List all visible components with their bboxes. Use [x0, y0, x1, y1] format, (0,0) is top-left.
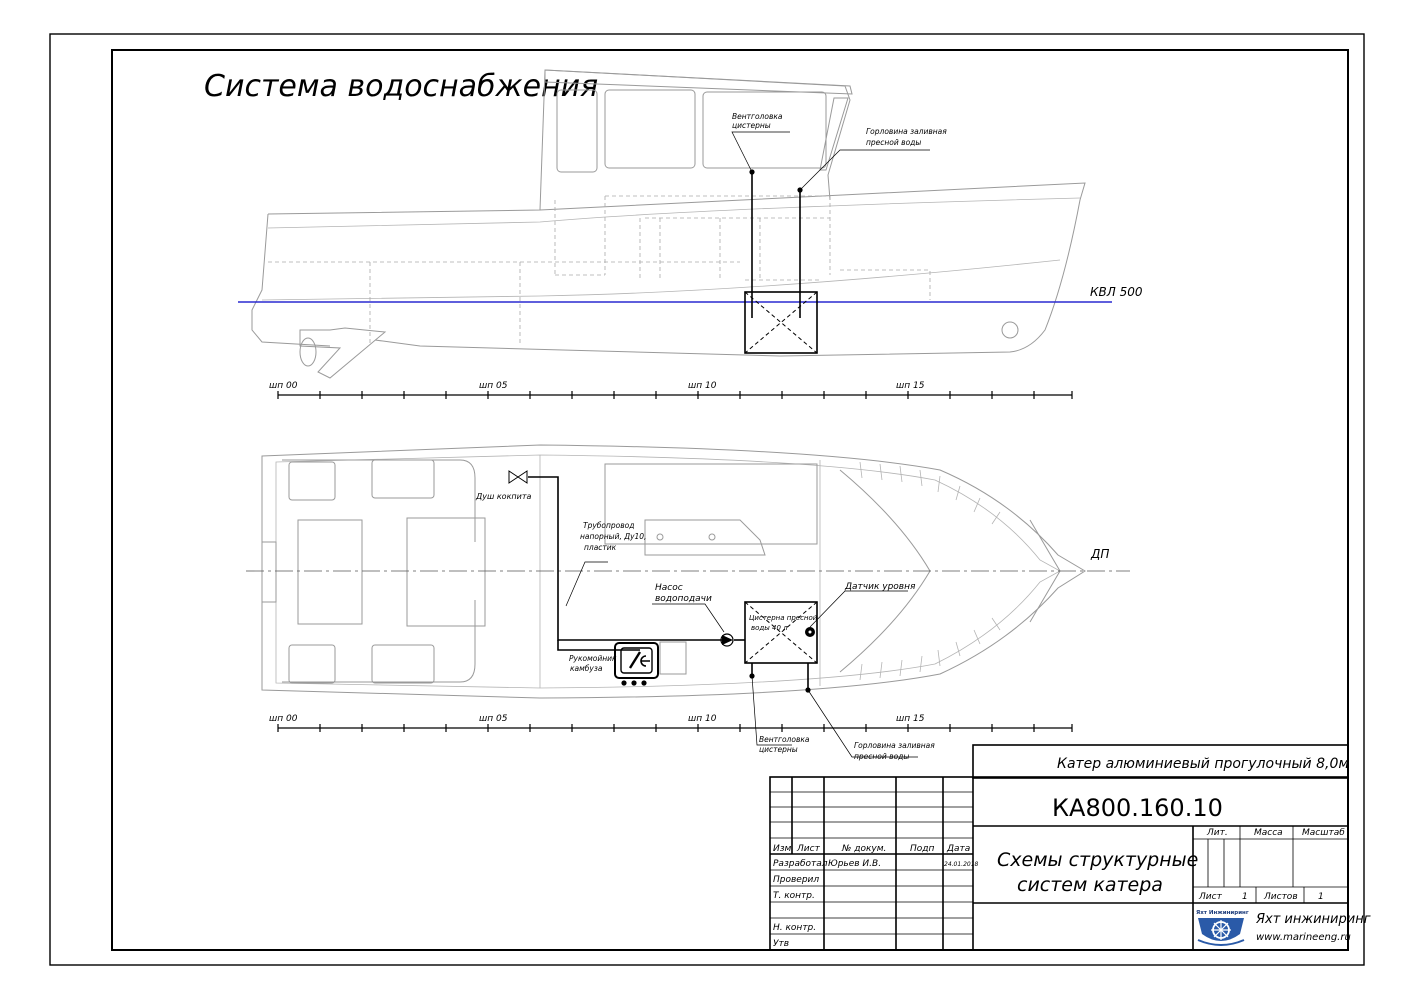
- seat-left: [298, 520, 362, 624]
- pipeline-label-3: пластик: [584, 543, 617, 552]
- frame-label-15: шп 15: [896, 381, 925, 391]
- frame-label-00: шп 00: [269, 381, 298, 391]
- hatch-2: [372, 460, 434, 498]
- company-site: www.marineeng.ru: [1256, 932, 1351, 943]
- plan-fill-label-1: Горловина заливная: [854, 741, 935, 750]
- profile-vent-label-2: цистерны: [732, 121, 771, 130]
- pump-label-2: водоподачи: [655, 594, 712, 604]
- plan-frame-label-15: шп 15: [896, 714, 925, 724]
- company-name: Яхт инжиниринг: [1256, 912, 1371, 927]
- galley-sink-faucet: [630, 652, 640, 668]
- plan-vent-label-2: цистерны: [759, 745, 798, 754]
- frame-scale-plan: [269, 714, 1072, 732]
- side-profile-view: [238, 70, 1143, 378]
- company-logo: [1196, 910, 1249, 945]
- galley-sink-foot-2: [631, 680, 636, 685]
- logo-spokes: [1211, 920, 1231, 940]
- galley-sink-foot-3: [641, 680, 646, 685]
- frame-scale-profile: [269, 381, 1072, 399]
- row-tcontrol: Т. контр.: [773, 891, 815, 901]
- plan-hull-inner: [276, 455, 1060, 688]
- transom-step: [262, 542, 276, 602]
- interior-structure: [268, 196, 930, 345]
- profile-fill-label-1: Горловина заливная: [866, 127, 947, 136]
- tank-label-2: воды 40 л: [751, 624, 788, 632]
- col-izm: Изм: [773, 844, 792, 854]
- sheets-value: 1: [1318, 892, 1324, 902]
- centerline-label: ДП: [1091, 547, 1110, 561]
- title-block: [770, 745, 1371, 950]
- doc-code: КА800.160.10: [1052, 794, 1223, 822]
- cabin-window-front: [820, 98, 848, 170]
- cabin-window-3: [703, 92, 826, 168]
- outboard-drive: [300, 328, 385, 378]
- pipeline-leader: [566, 562, 608, 606]
- sheets-label: Листов: [1264, 892, 1298, 902]
- mass-label: Масса: [1254, 828, 1283, 838]
- console-knob-2: [709, 534, 715, 540]
- plan-frame-label-10: шп 10: [688, 714, 717, 724]
- propeller: [300, 338, 316, 366]
- chine-line: [262, 260, 1060, 300]
- doc-title-1: Схемы структурные: [997, 849, 1199, 871]
- col-doc-no: № докум.: [842, 844, 887, 854]
- cabin-window-2: [605, 90, 695, 168]
- galley-sink-drain: [641, 656, 650, 666]
- sheet-title: Система водоснабжения: [204, 69, 599, 104]
- galley-counter: [660, 642, 686, 674]
- pump-leader: [652, 604, 724, 632]
- tank-label-1: Цистерна пресной: [749, 614, 818, 622]
- pipeline-label-1: Трубопровод: [583, 521, 635, 530]
- product-name: Катер алюминиевый прогулочный 8,0м: [1057, 756, 1349, 772]
- frame-label-05: шп 05: [479, 381, 508, 391]
- galley-sink-foot-1: [621, 680, 626, 685]
- profile-vent-label-1: Вентголовка: [732, 112, 783, 121]
- sheet-label: Лист: [1199, 892, 1222, 902]
- sheet-value: 1: [1242, 892, 1248, 902]
- plan-frame-label-05: шп 05: [479, 714, 508, 724]
- col-date: Дата: [947, 844, 971, 854]
- pipeline-label-2: напорный, Ду10,: [580, 532, 647, 541]
- row-checked: Проверил: [773, 875, 820, 885]
- console-knob-1: [657, 534, 663, 540]
- shower-valve: [509, 471, 527, 483]
- plan-hull-outline: [262, 445, 1085, 698]
- plan-vent-label-1: Вентголовка: [759, 735, 810, 744]
- hull-stern: [252, 214, 330, 346]
- hatch-1: [289, 462, 335, 500]
- bow-porthole: [1002, 322, 1018, 338]
- shower-valve-label: Душ кокпита: [476, 492, 532, 501]
- scale-label: Масштаб: [1302, 828, 1345, 838]
- level-sensor-label: Датчик уровня: [845, 582, 916, 592]
- pressure-pipeline: [528, 477, 722, 640]
- plan-frame-label-00: шп 00: [269, 714, 298, 724]
- waterline-label: КВЛ 500: [1090, 285, 1143, 299]
- level-sensor-core: [809, 631, 812, 634]
- lit-label: Лит.: [1207, 828, 1228, 838]
- doc-title-2: систем катера: [1017, 874, 1163, 896]
- galley-label-1: Рукомойник: [569, 654, 617, 663]
- developer-name: Юрьев И.В.: [828, 859, 882, 869]
- seat-right: [407, 518, 485, 626]
- row-approved: Утв: [773, 939, 790, 949]
- pump-label-1: Насос: [655, 583, 683, 593]
- rub-rail: [268, 198, 1080, 228]
- profile-fill-label-2: пресной воды: [866, 138, 922, 147]
- profile-tank-cross: [745, 292, 817, 353]
- hatch-3: [289, 645, 335, 683]
- col-list: Лист: [797, 844, 820, 854]
- hatch-4: [372, 645, 434, 683]
- company-small-name: Яхт Инжиниринг: [1196, 910, 1249, 916]
- developed-date: 24.01.2018: [944, 861, 979, 868]
- frame-label-10: шп 10: [688, 381, 717, 391]
- profile-vent-leader: [732, 132, 790, 172]
- plan-fill-label-2: пресной воды: [854, 752, 910, 761]
- row-ncontrol: Н. контр.: [773, 923, 817, 933]
- galley-label-2: камбуза: [570, 664, 603, 673]
- col-sign: Подп: [910, 844, 935, 854]
- row-developed: Разработал: [773, 859, 828, 869]
